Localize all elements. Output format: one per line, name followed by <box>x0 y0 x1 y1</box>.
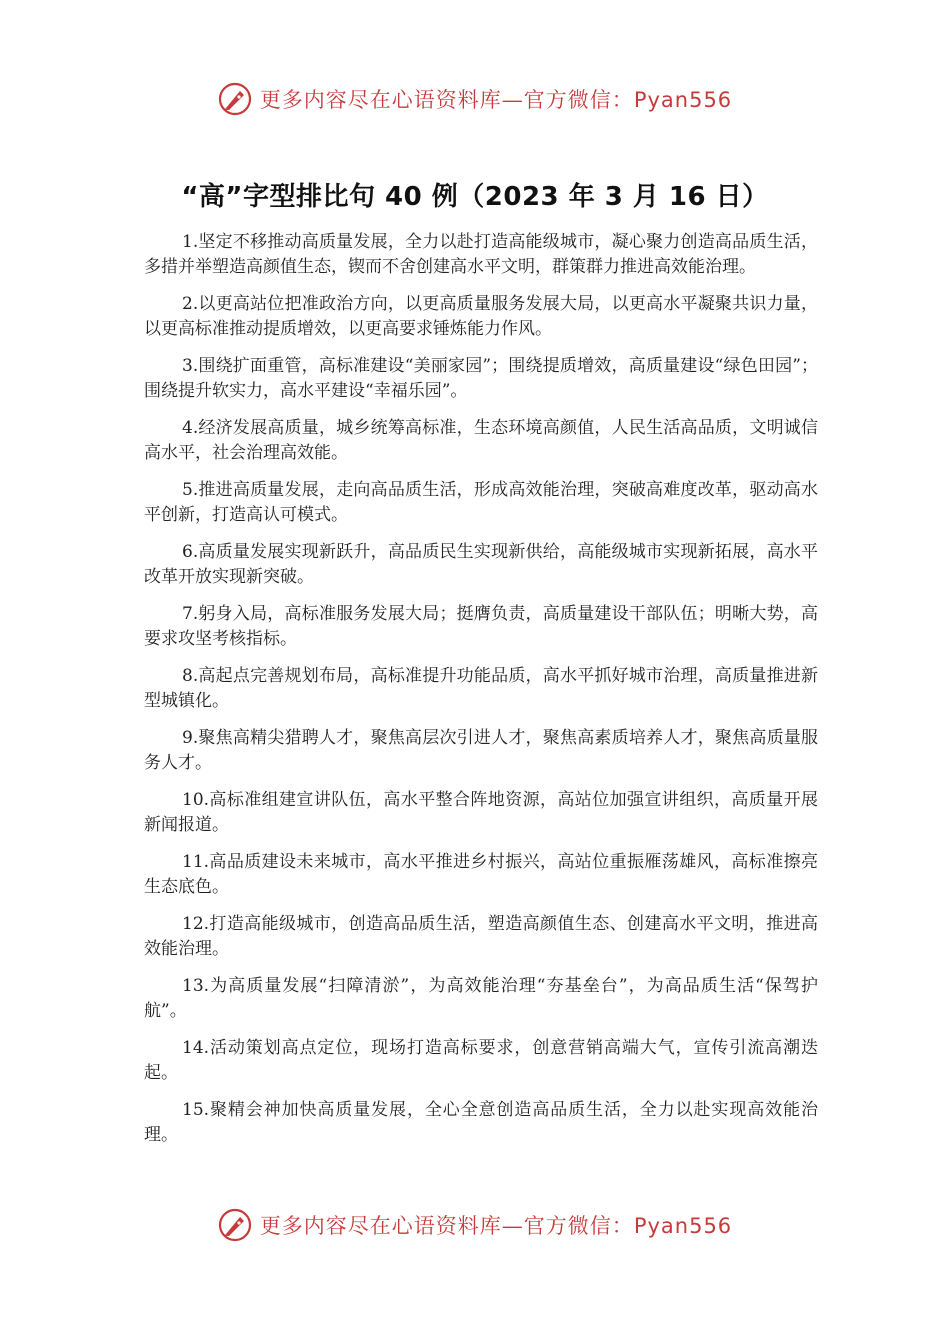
list-item: 6.高质量发展实现新跃升，高品质民生实现新供给，高能级城市实现新拓展，高水平改革开放实现新突破。 <box>144 542 818 587</box>
list-item: 13.为高质量发展“扫障清淤”，为高效能治理“夯基垒台”，为高品质生活“保驾护航”。 <box>144 976 818 1021</box>
list-item: 12.打造高能级城市，创造高品质生活，塑造高颜值生态、创建高水平文明，推进高效能治理。 <box>144 914 818 959</box>
list-item: 1.坚定不移推动高质量发展，全力以赴打造高能级城市，凝心聚力创造高品质生活，多措并举塑造高颜值生态，锲而不舍创建高水平文明，群策群力推进高效能治理。 <box>144 232 818 277</box>
list-item: 2.以更高站位把准政治方向，以更高质量服务发展大局，以更高水平凝聚共识力量，以更高标准推动提质增效，以更高要求锤炼能力作风。 <box>144 294 818 339</box>
list-item: 14.活动策划高点定位，现场打造高标要求，创意营销高端大气，宣传引流高潮迭起。 <box>144 1038 818 1083</box>
header-banner <box>0 82 950 116</box>
banner-text: 更多内容尽在心语资料库—官方微信：Pyan556 <box>259 1214 733 1238</box>
wechat-id: Pyan556 <box>633 1214 733 1238</box>
list-item: 4.经济发展高质量，城乡统筹高标准，生态环境高颜值，人民生活高品质，文明诚信高水平，社会治理高效能。 <box>144 418 818 463</box>
list-item: 5.推进高质量发展，走向高品质生活，形成高效能治理，突破高难度改革，驱动高水平创新，打造高认可模式。 <box>144 480 818 525</box>
pen-nib-icon <box>218 1208 252 1242</box>
pen-nib-icon <box>218 82 252 116</box>
wechat-id: Pyan556 <box>633 88 733 112</box>
list-item: 10.高标准组建宣讲队伍，高水平整合阵地资源，高站位加强宣讲组织，高质量开展新闻报道。 <box>144 790 818 835</box>
list-item: 11.高品质建设未来城市，高水平推进乡村振兴，高站位重振雁荡雄风，高标准擦亮生态底色。 <box>144 852 818 897</box>
list-item: 9.聚焦高精尖猎聘人才，聚焦高层次引进人才，聚焦高素质培养人才，聚焦高质量服务人才。 <box>144 728 818 773</box>
list-item: 7.躬身入局，高标准服务发展大局；挺膺负责，高质量建设干部队伍；明晰大势，高要求攻坚考核指标。 <box>144 604 818 649</box>
page-title: “高”字型排比句 40 例（2023 年 3 月 16 日） <box>181 182 769 212</box>
item-list <box>144 230 818 1160</box>
banner-text: 更多内容尽在心语资料库—官方微信：Pyan556 <box>259 88 733 112</box>
list-item: 15.聚精会神加快高质量发展，全心全意创造高品质生活，全力以赴实现高效能治理。 <box>144 1100 818 1145</box>
list-item: 3.围绕扩面重管，高标准建设“美丽家园”；围绕提质增效，高质量建设“绿色田园”；围绕提升软实力，高水平建设“幸福乐园”。 <box>144 356 818 401</box>
footer-banner <box>0 1208 950 1242</box>
list-item: 8.高起点完善规划布局，高标准提升功能品质，高水平抓好城市治理，高质量推进新型城镇化。 <box>144 666 818 711</box>
